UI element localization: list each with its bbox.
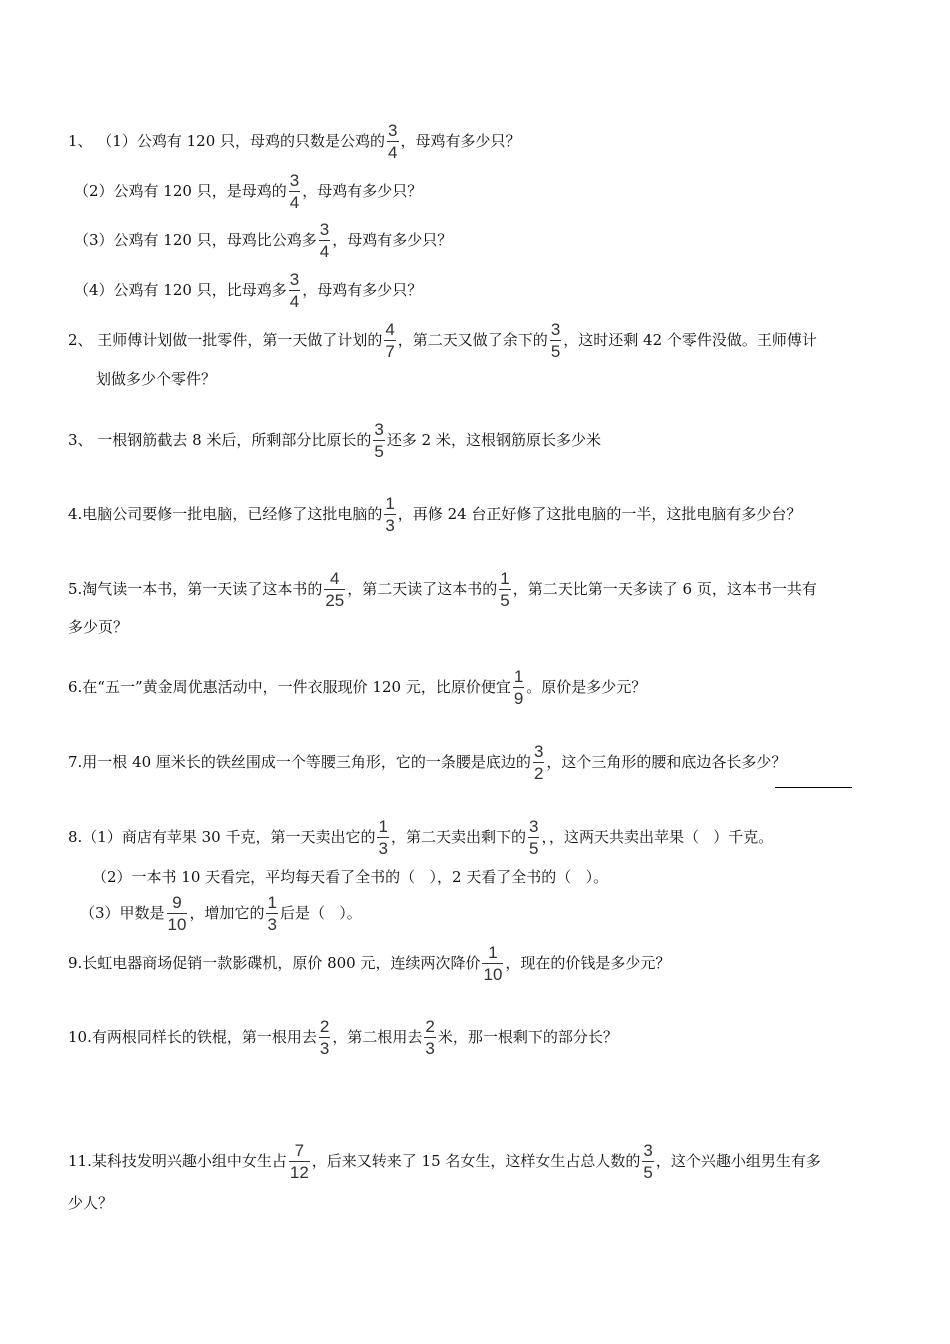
problem-8-part-2	[92, 870, 608, 885]
problem-text: 11.某科技发明兴趣小组中女生占	[68, 1152, 287, 1170]
fraction: $\frac{4}{25}$	[325, 569, 345, 610]
problem-text: 8.（1）商店有苹果 30 千克，第一天卖出它的	[68, 828, 376, 846]
problem-text: ，这时还剩 42 个零件没做。王师傅计	[563, 331, 817, 349]
fraction: $\frac{3}{5}$	[528, 817, 539, 858]
problem-text: ，后来又转来了 15 名女生，这样女生占总人数的	[311, 1152, 641, 1170]
problem-text: 多少页？	[68, 618, 129, 636]
problem-text: ，第二天读了这本书的	[347, 580, 498, 598]
problem-11-continuation	[68, 1196, 113, 1211]
problem-text: ，母鸡有多少只？	[400, 132, 521, 150]
problem-text: 还多 2 米，这根钢筋原长多少米	[386, 431, 601, 449]
fraction: $\frac{3}{4}$	[289, 270, 300, 311]
problem-text: ，再修 24 台正好修了这批电脑的一半，这批电脑有多少台？	[397, 505, 802, 523]
problem-text: 米，那一根剩下的部分长？	[437, 1028, 618, 1046]
problem-2	[68, 321, 817, 360]
problem-text: 4.电脑公司要修一批电脑，已经修了这批电脑的	[68, 505, 383, 523]
problem-text: （2）一本书 10 天看完，平均每天看了全书的（ ），2 天看了全书的（ ）。	[92, 868, 609, 886]
answer-line	[775, 787, 852, 788]
problem-1-part-4	[74, 271, 422, 310]
problem-text: ，第二根用去	[332, 1028, 423, 1046]
problem-text: ，第二天卖出剩下的	[390, 828, 526, 846]
problem-text: ，第二天比第一天多读了 6 页，这本书一共有	[512, 580, 817, 598]
problem-text: ，这个兴趣小组男生有多	[655, 1152, 821, 1170]
problem-text: 10.有两根同样长的铁棍，第一根用去	[68, 1028, 317, 1046]
fraction: $\frac{2}{3}$	[319, 1017, 330, 1058]
problem-2-continuation	[96, 372, 216, 387]
problem-text: 后是（ ）。	[279, 904, 362, 922]
fraction: $\frac{2}{3}$	[425, 1017, 435, 1058]
problem-text: （3）公鸡有 120 只，母鸡比公鸡多	[74, 231, 317, 249]
fraction: $\frac{9}{10}$	[167, 893, 187, 934]
fraction: $\frac{1}{3}$	[385, 494, 395, 535]
fraction: $\frac{3}{5}$	[643, 1141, 653, 1182]
problem-text: （2）公鸡有 120 只，是母鸡的	[74, 182, 287, 200]
fraction: $\frac{3}{4}$	[319, 220, 330, 261]
problem-4	[68, 495, 801, 534]
problem-text: （3）甲数是	[80, 904, 165, 922]
problem-10	[68, 1018, 618, 1057]
problem-text: ，母鸡有多少只？	[302, 182, 423, 200]
problem-5-continuation	[68, 620, 128, 635]
problem-text: 划做多少个零件？	[96, 370, 217, 388]
problem-text: 3、 一根钢筋截去 8 米后，所剩部分比原长的	[68, 431, 372, 449]
problem-9	[68, 944, 670, 983]
problem-7	[68, 743, 786, 782]
problem-text: ，增加它的	[189, 904, 265, 922]
problem-1-part-1	[68, 122, 521, 161]
fraction: $\frac{1}{10}$	[483, 943, 503, 984]
problem-text: ，第二天又做了余下的	[397, 331, 548, 349]
problem-5	[68, 570, 817, 609]
fraction: $\frac{3}{4}$	[289, 171, 300, 212]
problem-text: ，现在的价钱是多少元？	[505, 954, 671, 972]
problem-3	[68, 421, 601, 460]
fraction: $\frac{1}{9}$	[513, 667, 524, 708]
fraction: $\frac{7}{12}$	[289, 1141, 309, 1182]
problem-text: 1、 （1）公鸡有 120 只，母鸡的只数是公鸡的	[68, 132, 386, 150]
problem-6	[68, 668, 646, 707]
problem-text: 6.在“五一”黄金周优惠活动中，一件衣服现价 120 元，比原价便宜	[68, 678, 511, 696]
problem-text: 7.用一根 40 厘米长的铁丝围成一个等腰三角形，它的一条腰是底边的	[68, 753, 531, 771]
problem-11	[68, 1142, 821, 1181]
fraction: $\frac{3}{4}$	[388, 121, 398, 162]
fraction: $\frac{3}{2}$	[533, 742, 544, 783]
problem-text: （4）公鸡有 120 只，比母鸡多	[74, 281, 287, 299]
fraction: $\frac{1}{3}$	[378, 817, 388, 858]
problem-text: 少人？	[68, 1194, 114, 1212]
problem-text: 。原价是多少元？	[526, 678, 647, 696]
problem-text: 2、 王师傅计划做一批零件，第一天做了计划的	[68, 331, 383, 349]
problem-text: 5.淘气读一本书，第一天读了这本书的	[68, 580, 323, 598]
fraction: $\frac{1}{5}$	[500, 569, 510, 610]
problem-text: ，母鸡有多少只？	[302, 281, 423, 299]
problem-text: ，这个三角形的腰和底边各长多少？	[546, 753, 787, 771]
problem-1-part-2	[74, 172, 422, 211]
fraction: $\frac{4}{7}$	[385, 320, 395, 361]
problem-8-part-3	[80, 894, 362, 933]
problem-text: ，，这两天共卖出苹果（ ）千克。	[541, 828, 774, 846]
problem-1-part-3	[74, 221, 452, 260]
problem-text: ，母鸡有多少只？	[332, 231, 453, 249]
problem-8-part-1	[68, 818, 773, 857]
fraction: $\frac{3}{5}$	[374, 420, 384, 461]
fraction: $\frac{1}{3}$	[267, 893, 277, 934]
fraction: $\frac{3}{5}$	[550, 320, 561, 361]
problem-text: 9.长虹电器商场促销一款影碟机，原价 800 元，连续两次降价	[68, 954, 481, 972]
